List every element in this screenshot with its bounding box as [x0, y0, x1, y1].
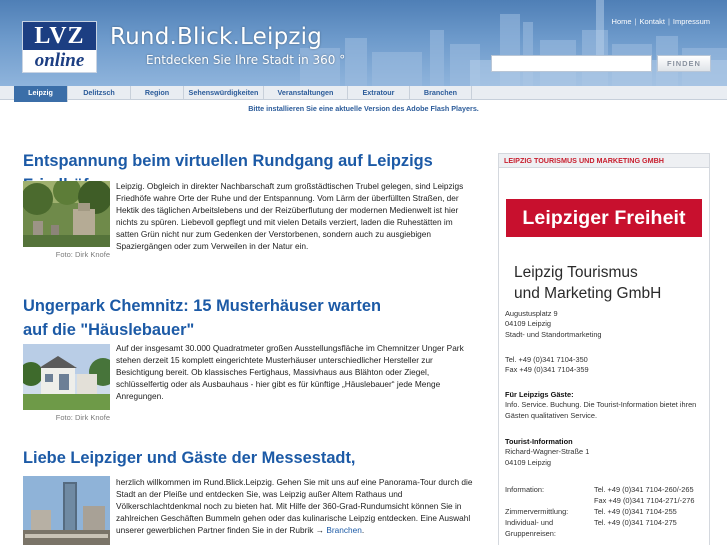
- tab-extratour[interactable]: Extratour: [348, 86, 410, 100]
- article-title-ungerpark[interactable]: Ungerpark Chemnitz: 15 Musterhäuser warten auf die "Häuslebauer": [23, 297, 381, 339]
- branchen-link[interactable]: Branchen: [326, 525, 362, 535]
- cemetery-photo: [23, 181, 110, 247]
- tab-sehenswuerdigkeiten[interactable]: Sehenswürdigkeiten: [184, 86, 264, 100]
- ltm-name-line1: Leipzig Tourismus: [514, 264, 638, 281]
- contact-label: Individual- und: [505, 518, 554, 527]
- leipziger-freiheit-banner[interactable]: Leipziger Freiheit: [506, 199, 702, 237]
- sidebar-heading: LEIPZIG TOURISMUS UND MARKETING GMBH: [499, 154, 709, 168]
- guests-heading: Für Leipzigs Gäste:: [505, 390, 574, 399]
- site-subtitle: Entdecken Sie Ihre Stadt in 360 °: [146, 53, 346, 67]
- home-link[interactable]: Home: [611, 17, 632, 26]
- welcome-text: herzlich willkommen im Rund.Blick.Leipzig. Gehen Sie mit uns auf eine Panorama-Tour durch die Stadt an der Pleiße und entdecken Sie, was Leipzig außer Altem Rathaus und Völkerschlachtdenkmal noch zu bieten hat. Mit Hilfe der 360-Grad-Rundumsicht können Sie in zahlreichen Geschäften Bummeln gehen oder das kulinarische Leipzig entdecken. Eine Auswahl unserer gewerblichen Partner finden Sie in der Rubrik: [116, 477, 473, 535]
- contact-value: Tel. +49 (0)341 7104-255: [594, 507, 677, 516]
- link-separator: |: [667, 17, 670, 26]
- top-links: [609, 17, 713, 26]
- address-line: 04109 Leipzig: [505, 319, 552, 329]
- contact-value: Tel. +49 (0)341 7104-260/-265: [594, 485, 694, 494]
- logo-lvz-text: LVZ: [23, 22, 96, 50]
- logo-online-text: online: [34, 50, 85, 71]
- leipzig-skyline-photo: [23, 476, 110, 545]
- article-image-friedhoefe[interactable]: [23, 181, 110, 247]
- guests-section: [505, 390, 705, 421]
- tel-line: Tel. +49 (0)341 7104-350: [505, 355, 588, 364]
- ltm-logo-text[interactable]: [514, 262, 661, 304]
- contact-label: Zimmervermittlung:: [505, 507, 569, 516]
- photo-credit: Foto: Dirk Knofe: [55, 250, 110, 259]
- ltm-phone: [505, 355, 705, 376]
- article-title-welcome: Liebe Leipziger und Gäste der Messestadt,: [23, 449, 356, 467]
- tourist-info-address: Richard-Wagner-Straße 1: [505, 447, 590, 457]
- article-image-leipzig[interactable]: [23, 476, 110, 545]
- impressum-link[interactable]: Impressum: [672, 17, 710, 26]
- site-title: Rund.Blick.Leipzig: [110, 24, 323, 50]
- address-line: Stadt- und Standortmarketing: [505, 329, 602, 339]
- tab-leipzig[interactable]: Leipzig: [14, 86, 68, 102]
- article-text-ungerpark: Auf der insgesamt 30.000 Quadratmeter großen Ausstellungsfläche im Chemnitzer Unger Park stehen derzeit 15 komplett eingerichtete Musterhäuser unterschiedlicher Hersteller zur Besichtigung bereit. Ob klassisches Fertighaus, Massivhaus aus Blähton oder Ziegel, schlüsselfertig oder als Ausbauhaus - hier gibt es für künftige „Häuslebauer“ jede Menge Anregungen.: [116, 343, 464, 401]
- contact-label: Gruppenreisen:: [505, 529, 556, 538]
- tourist-info-city: 04109 Leipzig: [505, 457, 552, 467]
- contact-label: Information:: [505, 485, 545, 494]
- link-separator: |: [634, 17, 637, 26]
- contact-value: Tel. +49 (0)341 7104-275: [594, 518, 677, 527]
- flash-player-notice[interactable]: Bitte installieren Sie eine aktuelle Version des Adobe Flash Players.: [248, 104, 479, 113]
- guests-text: Info. Service. Buchung. Die Tourist-Information bietet ihren Gästen qualitativen Service.: [505, 400, 697, 420]
- link-suffix: .: [361, 525, 365, 535]
- site-header: [0, 0, 727, 86]
- lvz-online-logo[interactable]: [22, 21, 97, 73]
- tab-region[interactable]: Region: [131, 86, 184, 100]
- kontakt-link[interactable]: Kontakt: [639, 17, 665, 26]
- tourist-info-section: [505, 437, 705, 468]
- search-button[interactable]: FINDEN: [657, 55, 711, 72]
- search-input[interactable]: [491, 55, 652, 72]
- contact-value: Fax +49 (0)341 7104-271/-276: [594, 496, 695, 505]
- photo-credit: Foto: Dirk Knofe: [55, 413, 110, 422]
- ltm-name-line2: und Marketing GmbH: [514, 285, 662, 302]
- article-text-welcome: [116, 476, 476, 536]
- sidebar-ltm: [498, 153, 710, 545]
- ltm-address: [505, 309, 705, 340]
- article-text-friedhoefe: Leipzig. Obgleich in direkter Nachbarschaft zum großstädtischen Trubel gelegen, sind Leipzigs Friedhöfe wahre Orte der Ruhe und der Entspannung. Vom Lärm der überfüllten Straßen, der Hektik des täglichen Arbeitslebens und der Reizüberflutung der modernen Medienwelt ist hier nichts zu spüren. Liebevoll gepflegt und mit vielen Details verziert, laden die Ruhestätten im satten Grün nicht nur zum Gedenken der Verstorbenen, sondern auch zu ausgiebigen Spaziergängen oder zum Verweilen in der Natur ein.: [116, 181, 464, 251]
- main-nav: [0, 86, 727, 100]
- fax-line: Fax +49 (0)341 7104-359: [505, 365, 589, 375]
- houses-photo: [23, 344, 110, 410]
- tab-delitzsch[interactable]: Delitzsch: [68, 86, 131, 100]
- tab-branchen[interactable]: Branchen: [410, 86, 472, 100]
- tab-veranstaltungen[interactable]: Veranstaltungen: [264, 86, 348, 100]
- article-image-ungerpark[interactable]: [23, 344, 110, 410]
- address-line: Augustusplatz 9: [505, 309, 558, 318]
- arrow-right-icon: →: [315, 525, 324, 535]
- article-title-friedhoefe[interactable]: Entspannung beim virtuellen Rundgang auf Leipzigs: [23, 152, 433, 170]
- tourist-info-heading: Tourist-Information: [505, 437, 573, 446]
